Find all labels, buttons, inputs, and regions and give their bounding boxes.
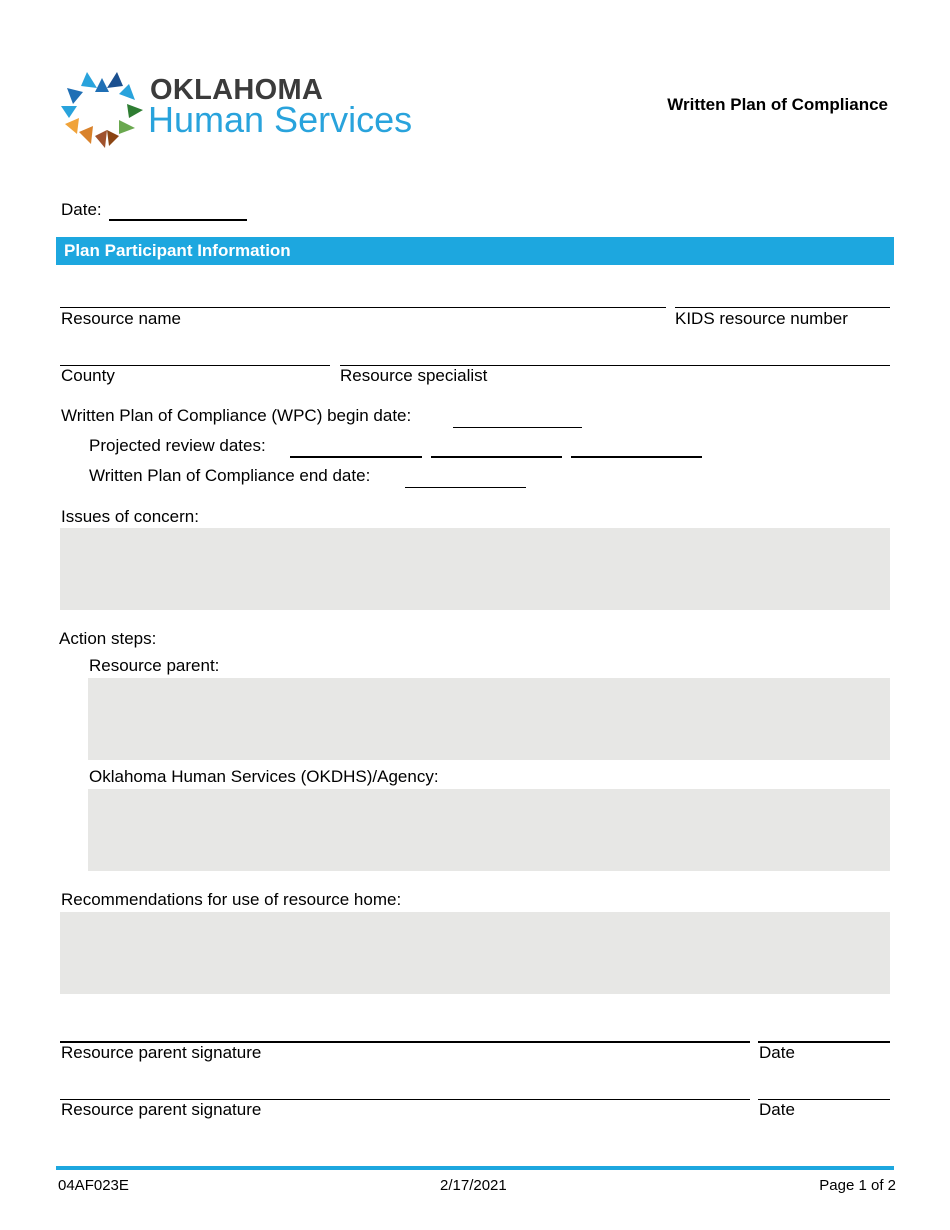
resource-specialist-label: Resource specialist [340, 366, 488, 385]
projected-review-date-field-3[interactable] [571, 456, 702, 458]
wpc-begin-date-field[interactable] [453, 427, 582, 428]
projected-review-dates-label: Projected review dates: [89, 436, 266, 455]
issues-of-concern-textarea[interactable] [60, 528, 890, 610]
date-label: Date: [61, 200, 102, 219]
footer-divider [56, 1166, 894, 1170]
okdhs-agency-label: Oklahoma Human Services (OKDHS)/Agency: [89, 767, 439, 786]
okdhs-agency-action-textarea[interactable] [88, 789, 890, 871]
signature-label-2: Resource parent signature [61, 1100, 262, 1119]
date-field[interactable] [109, 219, 247, 221]
form-title: Written Plan of Compliance [667, 95, 888, 114]
signature-label-1: Resource parent signature [61, 1043, 262, 1062]
action-steps-label: Action steps: [59, 629, 157, 648]
wpc-end-date-label: Written Plan of Compliance end date: [89, 466, 371, 485]
signature-date-label-1: Date [759, 1043, 795, 1062]
kids-resource-number-label: KIDS resource number [675, 309, 848, 328]
wpc-end-date-field[interactable] [405, 487, 526, 488]
page-number: Page 1 of 2 [819, 1177, 896, 1194]
logo-text-oklahoma: OKLAHOMA [150, 74, 324, 106]
okdhs-logo-icon [57, 70, 147, 150]
projected-review-date-field-2[interactable] [431, 456, 562, 458]
section-header-plan-participant-information: Plan Participant Information [56, 237, 894, 265]
resource-parent-action-textarea[interactable] [88, 678, 890, 760]
signature-date-label-2: Date [759, 1100, 795, 1119]
resource-name-field[interactable] [60, 307, 666, 308]
recommendations-label: Recommendations for use of resource home: [61, 890, 402, 909]
kids-resource-number-field[interactable] [675, 307, 890, 308]
form-number: 04AF023E [58, 1177, 129, 1194]
issues-of-concern-label: Issues of concern: [61, 507, 199, 526]
wpc-begin-date-label: Written Plan of Compliance (WPC) begin date: [61, 406, 412, 425]
resource-parent-label: Resource parent: [89, 656, 220, 675]
county-label: County [61, 366, 115, 385]
logo-text-human-services: Human Services [148, 99, 413, 140]
revision-date: 2/17/2021 [440, 1177, 507, 1194]
recommendations-textarea[interactable] [60, 912, 890, 994]
resource-name-label: Resource name [61, 309, 182, 328]
projected-review-date-field-1[interactable] [290, 456, 422, 458]
